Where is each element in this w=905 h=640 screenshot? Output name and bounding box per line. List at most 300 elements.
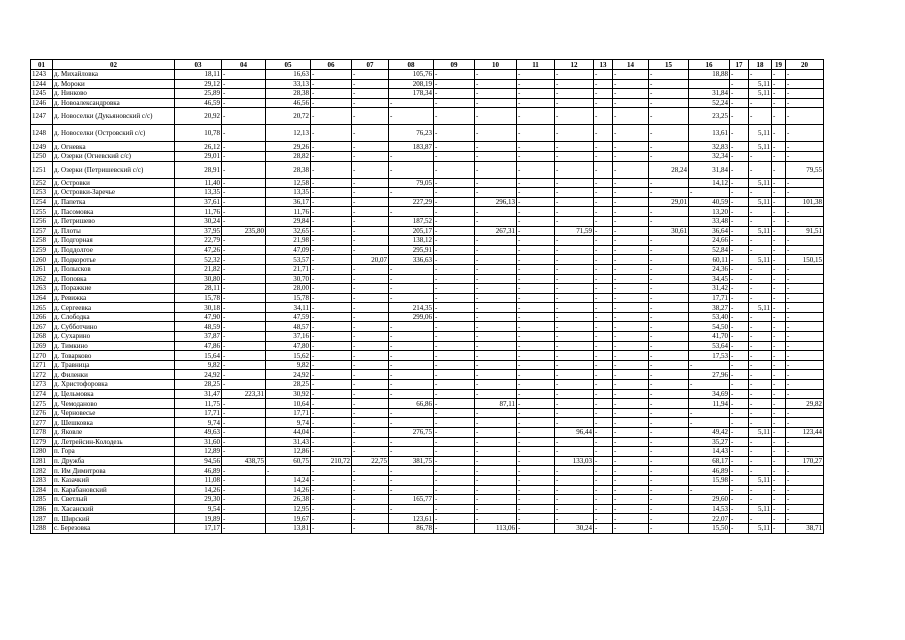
value-cell: 138,12 xyxy=(389,236,434,246)
value-cell: - xyxy=(222,303,266,313)
value-cell: 15,64 xyxy=(175,351,222,361)
value-cell: - xyxy=(613,399,649,409)
value-cell: - xyxy=(434,495,475,505)
value-cell: 30,80 xyxy=(175,274,222,284)
value-cell: 52,84 xyxy=(689,245,730,255)
value-cell: - xyxy=(389,293,434,303)
value-cell: - xyxy=(555,447,594,457)
value-cell: 33,13 xyxy=(266,79,311,89)
value-cell: - xyxy=(352,161,389,178)
value-cell: - xyxy=(352,236,389,246)
value-cell: - xyxy=(222,466,266,476)
value-cell: - xyxy=(222,523,266,533)
settlement-name-cell: д. Петришево xyxy=(53,216,175,226)
value-cell: 18,11 xyxy=(175,70,222,80)
value-cell: 5,11 xyxy=(749,178,772,188)
value-cell: - xyxy=(730,98,749,108)
value-cell: - xyxy=(730,332,749,342)
value-cell: - xyxy=(594,380,613,390)
settlement-name-cell: д. Озерки (Огневский с/с) xyxy=(53,151,175,161)
value-cell: - xyxy=(594,428,613,438)
value-cell: - xyxy=(786,360,824,370)
value-cell: - xyxy=(434,360,475,370)
value-cell: - xyxy=(352,475,389,485)
value-cell: 123,44 xyxy=(786,428,824,438)
value-cell: - xyxy=(772,255,786,265)
value-cell: 5,11 xyxy=(749,79,772,89)
value-cell: 34,11 xyxy=(266,303,311,313)
value-cell: - xyxy=(475,274,517,284)
row-number-cell: 1276 xyxy=(31,408,53,418)
row-number-cell: 1255 xyxy=(31,207,53,217)
value-cell: - xyxy=(786,303,824,313)
value-cell: - xyxy=(786,380,824,390)
value-cell: - xyxy=(730,370,749,380)
value-cell: - xyxy=(517,293,555,303)
table-body xyxy=(31,70,824,534)
value-cell: - xyxy=(222,178,266,188)
table-row xyxy=(31,475,824,485)
value-cell: - xyxy=(649,255,689,265)
value-cell: 5,11 xyxy=(749,89,772,99)
value-cell: - xyxy=(649,236,689,246)
value-cell: 28,24 xyxy=(649,161,689,178)
value-cell: - xyxy=(311,245,352,255)
value-cell: - xyxy=(772,89,786,99)
value-cell: 13,81 xyxy=(266,523,311,533)
value-cell: - xyxy=(222,236,266,246)
value-cell: - xyxy=(311,447,352,457)
table-row xyxy=(31,495,824,505)
value-cell: 183,87 xyxy=(389,142,434,152)
value-cell: - xyxy=(517,274,555,284)
settlement-name-cell: д. Подкоротье xyxy=(53,255,175,265)
settlement-name-cell: д. Христофоровка xyxy=(53,380,175,390)
value-cell: - xyxy=(772,98,786,108)
value-cell: - xyxy=(475,284,517,294)
value-cell: 210,72 xyxy=(311,456,352,466)
settlement-name-cell: д. Новоселки (Островский с/с) xyxy=(53,125,175,142)
table-row xyxy=(31,418,824,428)
value-cell: - xyxy=(517,245,555,255)
value-cell: - xyxy=(517,370,555,380)
value-cell: - xyxy=(613,125,649,142)
value-cell: - xyxy=(772,380,786,390)
value-cell: - xyxy=(517,408,555,418)
value-cell: - xyxy=(517,207,555,217)
settlement-name-cell: п. Ширский xyxy=(53,514,175,524)
value-cell: - xyxy=(613,380,649,390)
settlement-name-cell: д. Поповка xyxy=(53,274,175,284)
value-cell: - xyxy=(352,70,389,80)
value-cell: - xyxy=(613,456,649,466)
value-cell: - xyxy=(772,322,786,332)
value-cell: - xyxy=(555,495,594,505)
row-number-cell: 1261 xyxy=(31,264,53,274)
value-cell: - xyxy=(689,380,730,390)
value-cell: - xyxy=(594,188,613,198)
value-cell: 28,25 xyxy=(175,380,222,390)
value-cell: - xyxy=(352,447,389,457)
header-row xyxy=(31,60,824,70)
value-cell: - xyxy=(434,70,475,80)
value-cell: - xyxy=(434,245,475,255)
settlement-name-cell: д. Михайловка xyxy=(53,70,175,80)
value-cell: - xyxy=(772,125,786,142)
value-cell: - xyxy=(749,322,772,332)
value-cell: - xyxy=(594,274,613,284)
value-cell: - xyxy=(649,98,689,108)
value-cell: - xyxy=(730,495,749,505)
value-cell: 223,31 xyxy=(222,389,266,399)
value-cell: - xyxy=(613,351,649,361)
value-cell: - xyxy=(352,495,389,505)
value-cell: 20,92 xyxy=(175,108,222,125)
value-cell: - xyxy=(475,312,517,322)
value-cell: - xyxy=(555,475,594,485)
value-cell: - xyxy=(555,370,594,380)
value-cell: 24,92 xyxy=(175,370,222,380)
value-cell: 31,84 xyxy=(689,89,730,99)
value-cell: - xyxy=(222,341,266,351)
value-cell: 94,56 xyxy=(175,456,222,466)
value-cell: - xyxy=(613,370,649,380)
value-cell: - xyxy=(222,274,266,284)
value-cell: - xyxy=(613,360,649,370)
value-cell: - xyxy=(389,475,434,485)
value-cell: - xyxy=(311,360,352,370)
settlement-name-cell: д. Сухарино xyxy=(53,332,175,342)
value-cell: 16,63 xyxy=(266,70,311,80)
settlement-name-cell: д. Слободка xyxy=(53,312,175,322)
table-row xyxy=(31,197,824,207)
value-cell: - xyxy=(555,108,594,125)
value-cell: 29,12 xyxy=(175,79,222,89)
value-cell: - xyxy=(594,351,613,361)
value-cell: - xyxy=(555,284,594,294)
value-cell: - xyxy=(352,125,389,142)
table-row xyxy=(31,274,824,284)
value-cell: 22,07 xyxy=(689,514,730,524)
value-cell: 86,78 xyxy=(389,523,434,533)
value-cell: 17,53 xyxy=(689,351,730,361)
settlement-name-cell: д. Филенки xyxy=(53,370,175,380)
value-cell: 47,59 xyxy=(266,312,311,322)
value-cell: 28,11 xyxy=(175,284,222,294)
value-cell: - xyxy=(352,98,389,108)
value-cell: 60,11 xyxy=(689,255,730,265)
settlement-name-cell: д. Подгорная xyxy=(53,236,175,246)
value-cell: - xyxy=(613,504,649,514)
value-cell: - xyxy=(389,447,434,457)
value-cell: - xyxy=(730,125,749,142)
value-cell: - xyxy=(517,197,555,207)
settlement-name-cell: д. Тимкино xyxy=(53,341,175,351)
row-number-cell: 1247 xyxy=(31,108,53,125)
row-number-cell: 1268 xyxy=(31,332,53,342)
value-cell: - xyxy=(517,504,555,514)
value-cell: - xyxy=(475,178,517,188)
row-number-cell: 1251 xyxy=(31,161,53,178)
value-cell: - xyxy=(434,351,475,361)
value-cell: - xyxy=(594,360,613,370)
value-cell: - xyxy=(772,303,786,313)
value-cell: - xyxy=(649,125,689,142)
table-row xyxy=(31,79,824,89)
value-cell: - xyxy=(649,332,689,342)
table-row xyxy=(31,351,824,361)
value-cell: - xyxy=(594,125,613,142)
settlement-name-cell: д. Яковле xyxy=(53,428,175,438)
table-header xyxy=(31,60,824,70)
value-cell: - xyxy=(594,495,613,505)
value-cell: - xyxy=(389,437,434,447)
value-cell: - xyxy=(352,216,389,226)
value-cell: 31,43 xyxy=(266,437,311,447)
value-cell: - xyxy=(749,351,772,361)
value-cell: 53,57 xyxy=(266,255,311,265)
value-cell: - xyxy=(749,485,772,495)
settlement-name-cell: д. Ревижка xyxy=(53,293,175,303)
value-cell: 11,08 xyxy=(175,475,222,485)
value-cell: 133,03 xyxy=(555,456,594,466)
value-cell: - xyxy=(475,360,517,370)
value-cell: - xyxy=(352,389,389,399)
settlement-name-cell: д. Озерки (Петришевский с/с) xyxy=(53,161,175,178)
column-header: 09 xyxy=(434,60,475,70)
value-cell: - xyxy=(730,178,749,188)
value-cell: - xyxy=(689,485,730,495)
value-cell: - xyxy=(555,188,594,198)
value-cell: - xyxy=(649,341,689,351)
value-cell: - xyxy=(649,207,689,217)
value-cell: 30,24 xyxy=(175,216,222,226)
value-cell: - xyxy=(594,485,613,495)
value-cell: - xyxy=(749,332,772,342)
column-header: 16 xyxy=(689,60,730,70)
value-cell: - xyxy=(749,447,772,457)
value-cell: - xyxy=(517,264,555,274)
value-cell: - xyxy=(475,428,517,438)
value-cell: - xyxy=(689,188,730,198)
value-cell: - xyxy=(311,418,352,428)
value-cell: - xyxy=(222,514,266,524)
value-cell: - xyxy=(311,108,352,125)
value-cell: - xyxy=(786,408,824,418)
value-cell: 29,82 xyxy=(786,399,824,409)
value-cell: - xyxy=(772,447,786,457)
value-cell: - xyxy=(613,332,649,342)
value-cell: 28,82 xyxy=(266,151,311,161)
value-cell: 29,26 xyxy=(266,142,311,152)
table-row xyxy=(31,207,824,217)
value-cell: - xyxy=(555,485,594,495)
row-number-cell: 1266 xyxy=(31,312,53,322)
value-cell: 53,40 xyxy=(689,312,730,322)
value-cell: - xyxy=(786,437,824,447)
value-cell: - xyxy=(749,360,772,370)
table-row xyxy=(31,447,824,457)
value-cell: 9,82 xyxy=(175,360,222,370)
value-cell: - xyxy=(689,360,730,370)
value-cell: 79,55 xyxy=(786,161,824,178)
value-cell: - xyxy=(352,485,389,495)
value-cell: - xyxy=(434,264,475,274)
value-cell: - xyxy=(786,151,824,161)
value-cell: 14,53 xyxy=(689,504,730,514)
value-cell: 37,61 xyxy=(175,197,222,207)
value-cell: 5,11 xyxy=(749,125,772,142)
value-cell: - xyxy=(517,399,555,409)
value-cell: - xyxy=(594,255,613,265)
settlement-name-cell: д. Островки-Заречье xyxy=(53,188,175,198)
value-cell: - xyxy=(649,312,689,322)
value-cell: - xyxy=(730,389,749,399)
value-cell: 30,61 xyxy=(649,226,689,236)
value-cell: - xyxy=(352,142,389,152)
value-cell: - xyxy=(555,245,594,255)
value-cell: - xyxy=(434,341,475,351)
value-cell: 37,16 xyxy=(266,332,311,342)
row-number-cell: 1286 xyxy=(31,504,53,514)
value-cell: - xyxy=(613,389,649,399)
value-cell: - xyxy=(311,495,352,505)
value-cell: 381,75 xyxy=(389,456,434,466)
value-cell: 71,59 xyxy=(555,226,594,236)
value-cell: - xyxy=(434,523,475,533)
settlement-name-cell: п. Гора xyxy=(53,447,175,457)
value-cell: - xyxy=(517,108,555,125)
settlement-name-cell: п. Хасанский xyxy=(53,504,175,514)
value-cell: 170,27 xyxy=(786,456,824,466)
value-cell: - xyxy=(649,108,689,125)
value-cell: - xyxy=(434,255,475,265)
value-cell: - xyxy=(517,495,555,505)
value-cell: - xyxy=(786,178,824,188)
value-cell: - xyxy=(649,466,689,476)
value-cell: - xyxy=(389,389,434,399)
row-number-cell: 1271 xyxy=(31,360,53,370)
value-cell: - xyxy=(389,161,434,178)
value-cell: 37,87 xyxy=(175,332,222,342)
value-cell: - xyxy=(434,178,475,188)
value-cell: - xyxy=(555,514,594,524)
value-cell: 15,62 xyxy=(266,351,311,361)
value-cell: 15,50 xyxy=(689,523,730,533)
value-cell: 165,77 xyxy=(389,495,434,505)
value-cell: - xyxy=(749,466,772,476)
value-cell: - xyxy=(772,523,786,533)
value-cell: - xyxy=(517,466,555,476)
value-cell: - xyxy=(730,322,749,332)
value-cell: - xyxy=(352,504,389,514)
value-cell: 15,78 xyxy=(175,293,222,303)
value-cell: - xyxy=(730,504,749,514)
value-cell: - xyxy=(434,380,475,390)
value-cell: 12,86 xyxy=(266,447,311,457)
value-cell: - xyxy=(555,79,594,89)
value-cell: - xyxy=(389,380,434,390)
value-cell: - xyxy=(594,370,613,380)
row-number-cell: 1252 xyxy=(31,178,53,188)
value-cell: - xyxy=(222,380,266,390)
value-cell: - xyxy=(594,264,613,274)
value-cell: - xyxy=(434,312,475,322)
value-cell: 336,63 xyxy=(389,255,434,265)
value-cell: - xyxy=(517,341,555,351)
value-cell: - xyxy=(311,125,352,142)
row-number-cell: 1282 xyxy=(31,466,53,476)
value-cell: - xyxy=(475,293,517,303)
value-cell: - xyxy=(772,312,786,322)
table-row xyxy=(31,399,824,409)
value-cell: - xyxy=(517,514,555,524)
value-cell: - xyxy=(555,351,594,361)
value-cell: - xyxy=(311,161,352,178)
value-cell: 14,12 xyxy=(689,178,730,188)
row-number-cell: 1269 xyxy=(31,341,53,351)
value-cell: - xyxy=(352,341,389,351)
table-row xyxy=(31,284,824,294)
data-table xyxy=(30,59,824,534)
value-cell: 276,75 xyxy=(389,428,434,438)
value-cell: 37,95 xyxy=(175,226,222,236)
value-cell: 12,95 xyxy=(266,504,311,514)
value-cell: - xyxy=(475,351,517,361)
value-cell: - xyxy=(786,216,824,226)
value-cell: - xyxy=(352,79,389,89)
column-header: 05 xyxy=(266,60,311,70)
value-cell: - xyxy=(786,332,824,342)
value-cell: 27,96 xyxy=(689,370,730,380)
value-cell: - xyxy=(649,360,689,370)
value-cell: 36,17 xyxy=(266,197,311,207)
value-cell: 76,23 xyxy=(389,125,434,142)
value-cell: - xyxy=(649,142,689,152)
value-cell: 14,26 xyxy=(266,485,311,495)
value-cell: - xyxy=(311,70,352,80)
value-cell: - xyxy=(730,418,749,428)
value-cell: 5,11 xyxy=(749,504,772,514)
value-cell: 96,44 xyxy=(555,428,594,438)
value-cell: - xyxy=(555,236,594,246)
value-cell: - xyxy=(517,389,555,399)
value-cell: - xyxy=(311,475,352,485)
value-cell: 9,54 xyxy=(175,504,222,514)
value-cell: - xyxy=(222,284,266,294)
value-cell: - xyxy=(517,178,555,188)
value-cell: - xyxy=(649,264,689,274)
value-cell: - xyxy=(594,322,613,332)
value-cell: 91,51 xyxy=(786,226,824,236)
value-cell: - xyxy=(594,514,613,524)
value-cell: - xyxy=(749,456,772,466)
value-cell: - xyxy=(594,475,613,485)
value-cell: - xyxy=(517,456,555,466)
value-cell: - xyxy=(434,303,475,313)
table-row xyxy=(31,428,824,438)
value-cell: 48,57 xyxy=(266,322,311,332)
value-cell: - xyxy=(555,466,594,476)
value-cell: 28,91 xyxy=(175,161,222,178)
value-cell: - xyxy=(434,284,475,294)
value-cell: - xyxy=(613,418,649,428)
value-cell: - xyxy=(613,293,649,303)
table-row xyxy=(31,255,824,265)
value-cell: - xyxy=(352,380,389,390)
value-cell: - xyxy=(311,332,352,342)
value-cell: - xyxy=(222,485,266,495)
